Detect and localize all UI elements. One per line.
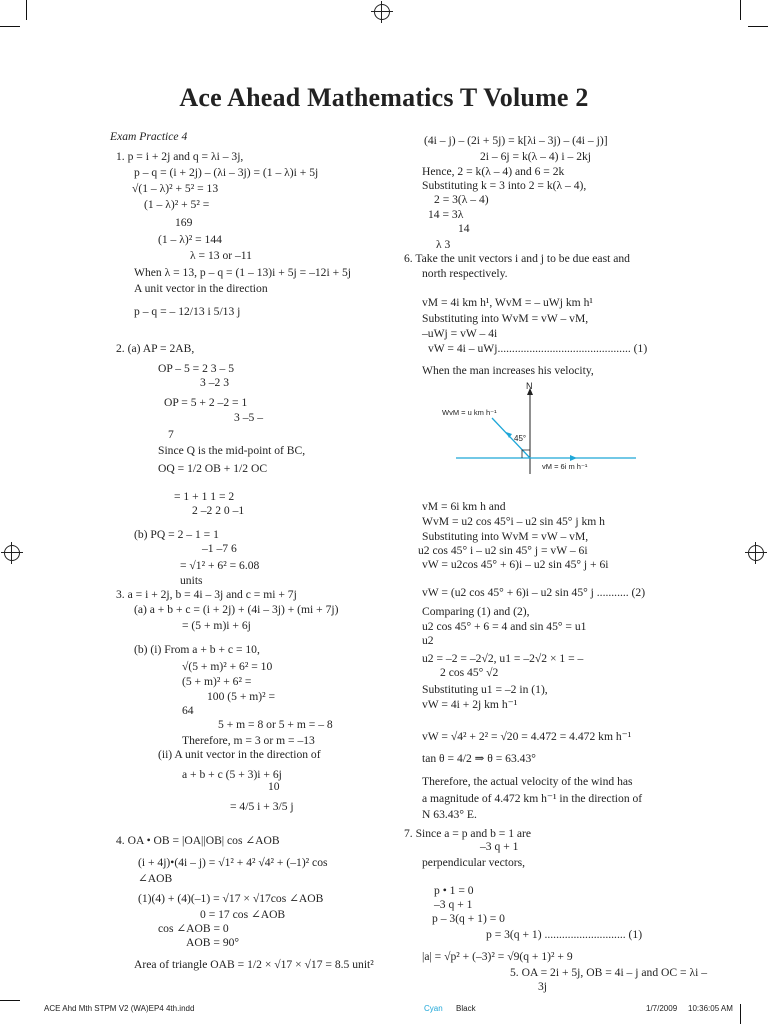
text-line: A unit vector in the direction (134, 282, 268, 295)
text-line: 10 (268, 780, 280, 793)
text-line: 3j (538, 980, 548, 993)
footer-filename: ACE Ahd Mth STPM V2 (WA)EP4 4th.indd (44, 1004, 195, 1013)
text-line: (b) PQ = 2 – 1 = 1 (134, 528, 219, 541)
text-line: λ 3 (436, 238, 451, 251)
text-line: vW = 4i + 2j km h⁻¹ (422, 698, 518, 711)
text-line: Comparing (1) and (2), (422, 605, 530, 618)
text-line: √(5 + m)² + 6² = 10 (182, 660, 273, 673)
registration-mark (374, 4, 390, 20)
text-line: N 63.43° E. (422, 808, 477, 821)
text-line: ∠AOB (138, 872, 173, 885)
footer-time: 10:36:05 AM (688, 1004, 733, 1013)
text-line: p • 1 = 0 (434, 884, 474, 897)
text-line: (1 – λ)² + 5² = (144, 198, 210, 211)
text-line: (1 – λ)² = 144 (158, 233, 222, 246)
man-label: vM = 6i m h⁻¹ (542, 462, 588, 471)
text-line: –3 q + 1 (480, 840, 519, 853)
text-line: (a) a + b + c = (i + 2j) + (4i – 3j) + (mi + 7j) (134, 603, 339, 616)
text-line: Therefore, the actual velocity of the wind has (422, 775, 633, 788)
text-line: (1)(4) + (4)(–1) = √17 × √17cos ∠AOB (138, 892, 324, 905)
text-line: perpendicular vectors, (422, 856, 526, 869)
text-line: = (5 + m)i + 6j (182, 619, 251, 632)
text-line: AOB = 90° (186, 936, 240, 949)
text-line: 5. OA = 2i + 5j, OB = 4i – j and OC = λi – (510, 966, 707, 979)
text-line: (i + 4j)•(4i – j) = √1² + 4² √4² + (–1)² cos (138, 856, 328, 869)
text-line: = √1² + 6² = 6.08 (180, 559, 260, 572)
crop-mark (26, 0, 27, 20)
registration-mark (748, 545, 764, 561)
text-line: Since Q is the mid-point of BC, (158, 444, 306, 457)
wind-relative-arrowhead (506, 432, 512, 438)
page-title: Ace Ahead Mathematics T Volume 2 (179, 83, 589, 112)
text-line: 5 + m = 8 or 5 + m = – 8 (218, 718, 333, 731)
text-line: 3 –5 – (234, 411, 263, 424)
text-line: |a| = √p² + (–3)² = √9(q + 1)² + 9 (422, 950, 573, 963)
text-line: 14 (458, 222, 470, 235)
angle-label: 45° (514, 434, 527, 443)
text-line: When the man increases his velocity, (422, 364, 594, 377)
crop-mark (0, 1000, 20, 1001)
north-label: N (526, 381, 533, 391)
text-line: OP = 5 + 2 –2 = 1 (164, 396, 248, 409)
text-line: 2 cos 45° √2 (440, 666, 499, 679)
crop-mark (740, 0, 741, 20)
text-line: p – 3(q + 1) = 0 (432, 912, 505, 925)
text-line: OP – 5 = 2 3 – 5 (158, 362, 234, 375)
crop-mark (740, 1004, 741, 1024)
text-line: a magnitude of 4.472 km h⁻¹ in the direction of (422, 792, 643, 805)
text-line: units (180, 574, 203, 587)
text-line: 3. a = i + 2j, b = 4i – 3j and c = mi + 7j (116, 588, 297, 601)
text-line: Substituting into WvM = vW – vM, (422, 312, 589, 325)
text-line: Substituting k = 3 into 2 = k(λ – 4), (422, 179, 587, 192)
text-line: WvM = u2 cos 45°i – u2 sin 45° j km h (422, 515, 605, 528)
text-line: 2 –2 2 0 –1 (192, 504, 245, 517)
text-line: √(1 – λ)² + 5² = 13 (132, 182, 219, 195)
text-line: 2 = 3(λ – 4) (434, 193, 489, 206)
text-line: p – q = (i + 2j) – (λi – 3j) = (1 – λ)i + 5j (134, 166, 319, 179)
text-line: (ii) A unit vector in the direction of (158, 748, 321, 761)
text-line: north respectively. (422, 267, 508, 280)
text-line: OQ = 1/2 OB + 1/2 OC (158, 462, 268, 475)
text-line: 7. Since a = p and b = 1 are (404, 827, 532, 840)
text-line: u2 cos 45° i – u2 sin 45° j = vW – 6i (418, 544, 588, 557)
text-line: vM = 6i km h and (422, 500, 506, 513)
text-line: cos ∠AOB = 0 (158, 922, 229, 935)
text-line: tan θ = 4/2 ⇒ θ = 63.43° (422, 752, 536, 765)
text-line: vM = 4i km h¹, WvM = – uWj km h¹ (422, 296, 593, 309)
text-line: 4. OA • OB = |OA||OB| cos ∠AOB (116, 834, 280, 847)
wind-label: WvM = u km h⁻¹ (442, 408, 497, 417)
text-line: 64 (182, 704, 194, 717)
man-velocity-arrowhead (570, 455, 577, 461)
velocity-diagram (440, 380, 640, 480)
text-line: a + b + c (5 + 3)i + 6j (182, 768, 282, 781)
text-line: –3 q + 1 (434, 898, 473, 911)
text-line: (4i – j) – (2i + 5j) = k[λi – 3j) – (4i – j)] (424, 134, 608, 147)
text-line: vW = (u2 cos 45° + 6)i – u2 sin 45° j ........... (2) (422, 586, 646, 599)
text-line: = 1 + 1 1 = 2 (174, 490, 235, 503)
text-line: u2 (422, 634, 434, 647)
registration-mark (4, 545, 20, 561)
text-line: 2. (a) AP = 2AB, (116, 342, 195, 355)
text-line: 2i – 6j = k(λ – 4) i – 2kj (480, 150, 592, 163)
text-line: 3 –2 3 (200, 376, 229, 389)
text-line: When λ = 13, p – q = (1 – 13)i + 5j = –12i + 5j (134, 266, 352, 279)
text-line: p – q = – 12/13 i 5/13 j (134, 305, 241, 318)
text-line: u2 cos 45° + 6 = 4 and sin 45° = u1 (422, 620, 587, 633)
text-line: –uWj = vW – 4i (422, 327, 498, 340)
crop-mark (0, 26, 20, 27)
text-line: 169 (175, 216, 193, 229)
text-line: 100 (5 + m)² = (207, 690, 276, 703)
text-line: vW = 4i – uWj.............................................. (1) (428, 342, 648, 355)
section-heading: Exam Practice 4 (110, 130, 188, 143)
footer-cyan: Cyan (424, 1004, 443, 1013)
crop-mark (748, 26, 768, 27)
text-line: 1. p = i + 2j and q = λi – 3j, (116, 150, 244, 163)
text-line: = 4/5 i + 3/5 j (230, 800, 294, 813)
text-line: Area of triangle OAB = 1/2 × √17 × √17 = 8.5 unit² (134, 958, 374, 971)
text-line: vW = u2cos 45° + 6)i – u2 sin 45° j + 6i (422, 558, 609, 571)
footer-black: Black (456, 1004, 476, 1013)
text-line: Therefore, m = 3 or m = –13 (182, 734, 315, 747)
text-line: –1 –7 6 (202, 542, 237, 555)
text-line: 14 = 3λ (428, 208, 464, 221)
text-line: 6. Take the unit vectors i and j to be due east and (404, 252, 630, 265)
text-line: (5 + m)² + 6² = (182, 675, 252, 688)
text-line: Hence, 2 = k(λ – 4) and 6 = 2k (422, 165, 565, 178)
text-line: 7 (168, 428, 174, 441)
text-line: 0 = 17 cos ∠AOB (200, 908, 286, 921)
text-line: λ = 13 or –11 (190, 249, 252, 262)
text-line: Substituting u1 = –2 in (1), (422, 683, 548, 696)
text-line: Substituting into WvM = vW – vM, (422, 530, 589, 543)
text-line: p = 3(q + 1) ............................ (1) (486, 928, 643, 941)
footer-date: 1/7/2009 (646, 1004, 678, 1013)
text-line: u2 = –2 = –2√2, u1 = –2√2 × 1 = – (422, 652, 584, 665)
text-line: (b) (i) From a + b + c = 10, (134, 643, 260, 656)
text-line: vW = √4² + 2² = √20 = 4.472 = 4.472 km h⁻¹ (422, 730, 632, 743)
